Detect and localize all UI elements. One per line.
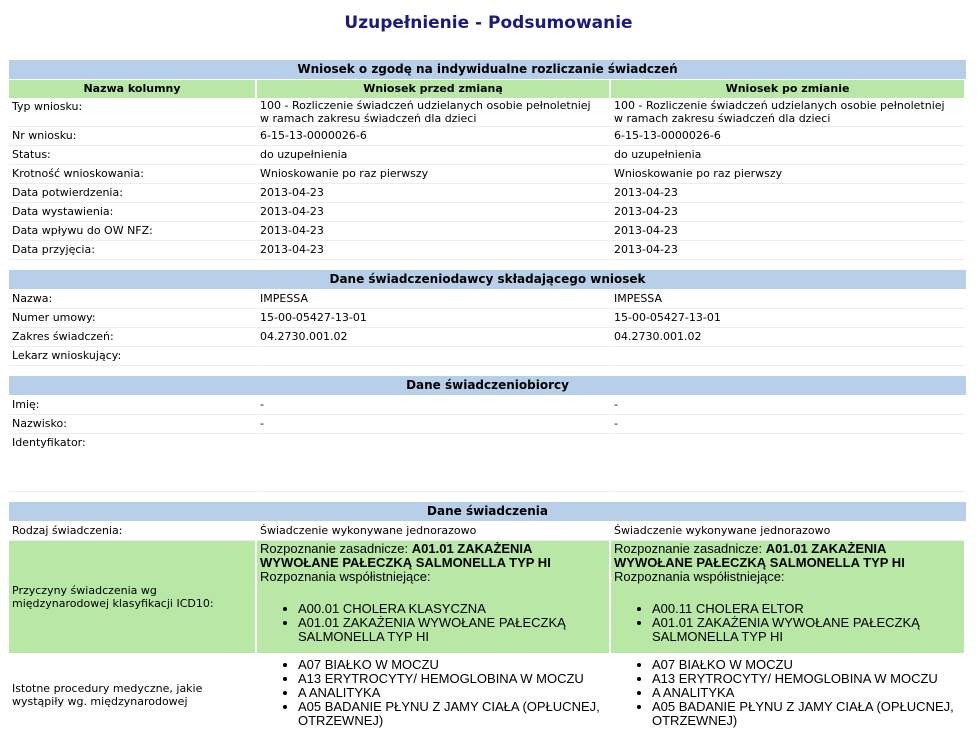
row-value-after: 100 - Rozliczenie świadczeń udzielanych osobie pełnoletniej w ramach zakresu świadczeń dla dzieci	[611, 98, 966, 127]
table-row	[9, 396, 966, 415]
row-label: Data przyjęcia:	[9, 241, 257, 260]
row-value-before: -	[257, 396, 611, 415]
list-item: • A05 BADANIE PŁYNU Z JAMY CIAŁA (OPŁUCNEJ, OTRZEWNEJ)	[652, 700, 961, 728]
row-value-before: IMPESSA	[257, 290, 611, 309]
procedures-row	[9, 653, 966, 737]
row-label: Identyfikator:	[9, 434, 257, 492]
row-value-after: IMPESSA	[611, 290, 966, 309]
row-label: Lekarz wnioskujący:	[9, 347, 257, 366]
table-row	[9, 98, 966, 127]
row-value-before: 100 - Rozliczenie świadczeń udzielanych osobie pełnoletniej w ramach zakresu świadczeń dla dzieci	[257, 98, 611, 127]
row-value-after: -	[611, 415, 966, 434]
row-label: Istotne procedury medyczne, jakie wystąpiły wg. międzynarodowej	[9, 653, 257, 737]
row-value-after: 15-00-05427-13-01	[611, 309, 966, 328]
row-value-before: 2013-04-23	[257, 222, 611, 241]
table-row	[9, 222, 966, 241]
co-diagnosis-list	[614, 602, 961, 644]
row-label: Data wystawienia:	[9, 203, 257, 222]
icd10-after: Rozpoznanie zasadnicze: A01.01 ZAKAŻENIA WYWOŁANE PAŁECZKĄ SALMONELLA TYP HI Rozpoznania współistniejące: • A00.11 CHOLERA ELTOR • A01.01 ZAKAŻENIA WYWOŁANE PAŁECZKĄ SALMONELLA TYP HI	[611, 541, 966, 653]
section-header-wniosek: Wniosek o zgodę na indywidualne rozliczanie świadczeń	[9, 60, 966, 80]
table-row	[9, 347, 966, 366]
list-item: • A07 BIAŁKO W MOCZU	[652, 658, 961, 672]
row-value-before: 04.2730.001.02	[257, 328, 611, 347]
row-value-before	[257, 434, 611, 492]
list-item: • A ANALITYKA	[298, 686, 606, 700]
list-item: • A05 BADANIE PŁYNU Z JAMY CIAŁA (OPŁUCNEJ, OTRZEWNEJ)	[298, 700, 606, 728]
table-row	[9, 203, 966, 222]
row-label: Numer umowy:	[9, 309, 257, 328]
section-gap	[9, 492, 966, 502]
row-value-after: Wnioskowanie po raz pierwszy	[611, 165, 966, 184]
row-value-before: 6-15-13-0000026-6	[257, 127, 611, 146]
list-item: • A13 ERYTROCYTY/ HEMOGLOBINA W MOCZU	[298, 672, 606, 686]
row-label: Nazwa:	[9, 290, 257, 309]
row-value-after: 04.2730.001.02	[611, 328, 966, 347]
row-label: Przyczyny świadczenia wg międzynarodowej klasyfikacji ICD10:	[9, 541, 257, 653]
icd10-before: Rozpoznanie zasadnicze: A01.01 ZAKAŻENIA WYWOŁANE PAŁECZKĄ SALMONELLA TYP HI Rozpoznania współistniejące: • A00.01 CHOLERA KLASYCZNA • A01.01 ZAKAŻENIA WYWOŁANE PAŁECZKĄ SALMONELLA TYP HI	[257, 541, 611, 653]
section-gap	[9, 260, 966, 270]
table-row	[9, 127, 966, 146]
table-row	[9, 241, 966, 260]
table-row	[9, 434, 966, 492]
row-value-before: 2013-04-23	[257, 241, 611, 260]
table-row	[9, 146, 966, 165]
column-header-name: Nazwa kolumny	[9, 80, 257, 98]
table-row	[9, 415, 966, 434]
list-item: • A00.11 CHOLERA ELTOR	[652, 602, 961, 616]
row-value-after: 2013-04-23	[611, 203, 966, 222]
row-label: Typ wniosku:	[9, 98, 257, 127]
section-gap	[9, 366, 966, 376]
row-label: Rodzaj świadczenia:	[9, 522, 257, 541]
table-row	[9, 184, 966, 203]
section-header-swiadczeniodawca: Dane świadczeniodawcy składającego wniosek	[9, 270, 966, 290]
row-value-before: 2013-04-23	[257, 203, 611, 222]
row-value-before: 15-00-05427-13-01	[257, 309, 611, 328]
list-item: • A00.01 CHOLERA KLASYCZNA	[298, 602, 606, 616]
procedures-before	[257, 653, 611, 737]
summary-container	[9, 60, 966, 737]
section-header-swiadczenie: Dane świadczenia	[9, 502, 966, 522]
procedures-list	[614, 658, 961, 728]
row-value-after: -	[611, 396, 966, 415]
row-value-before: -	[257, 415, 611, 434]
icd10-row	[9, 541, 966, 653]
row-value-before: Świadczenie wykonywane jednorazowo	[257, 522, 611, 541]
summary-table	[9, 60, 966, 737]
row-label: Zakres świadczeń:	[9, 328, 257, 347]
row-label: Status:	[9, 146, 257, 165]
section-header-swiadczeniobiorca: Dane świadczeniobiorcy	[9, 376, 966, 396]
row-label: Data potwierdzenia:	[9, 184, 257, 203]
row-value-before	[257, 347, 611, 366]
table-row	[9, 165, 966, 184]
page-title: Uzupełnienie - Podsumowanie	[344, 13, 633, 33]
table-row	[9, 522, 966, 541]
table-row	[9, 328, 966, 347]
row-value-after: 2013-04-23	[611, 241, 966, 260]
row-value-after: 2013-04-23	[611, 184, 966, 203]
row-label: Krotność wnioskowania:	[9, 165, 257, 184]
row-value-after	[611, 347, 966, 366]
row-value-before: 2013-04-23	[257, 184, 611, 203]
row-label: Imię:	[9, 396, 257, 415]
list-item: • A07 BIAŁKO W MOCZU	[298, 658, 606, 672]
column-header-after: Wniosek po zmianie	[611, 80, 966, 98]
row-value-before: Wnioskowanie po raz pierwszy	[257, 165, 611, 184]
co-diagnosis-list	[260, 602, 606, 644]
row-value-after: do uzupełnienia	[611, 146, 966, 165]
column-header-before: Wniosek przed zmianą	[257, 80, 611, 98]
row-label: Nr wniosku:	[9, 127, 257, 146]
procedures-after	[611, 653, 966, 737]
list-item: • A ANALITYKA	[652, 686, 961, 700]
row-value-after: Świadczenie wykonywane jednorazowo	[611, 522, 966, 541]
table-row	[9, 309, 966, 328]
row-value-after: 6-15-13-0000026-6	[611, 127, 966, 146]
list-item: • A01.01 ZAKAŻENIA WYWOŁANE PAŁECZKĄ SALMONELLA TYP HI	[652, 616, 961, 644]
table-row	[9, 290, 966, 309]
row-value-after	[611, 434, 966, 492]
row-label: Data wpływu do OW NFZ:	[9, 222, 257, 241]
procedures-list	[260, 658, 606, 728]
row-label: Nazwisko:	[9, 415, 257, 434]
row-value-before: do uzupełnienia	[257, 146, 611, 165]
row-value-after: 2013-04-23	[611, 222, 966, 241]
list-item: • A01.01 ZAKAŻENIA WYWOŁANE PAŁECZKĄ SALMONELLA TYP HI	[298, 616, 606, 644]
list-item: • A13 ERYTROCYTY/ HEMOGLOBINA W MOCZU	[652, 672, 961, 686]
